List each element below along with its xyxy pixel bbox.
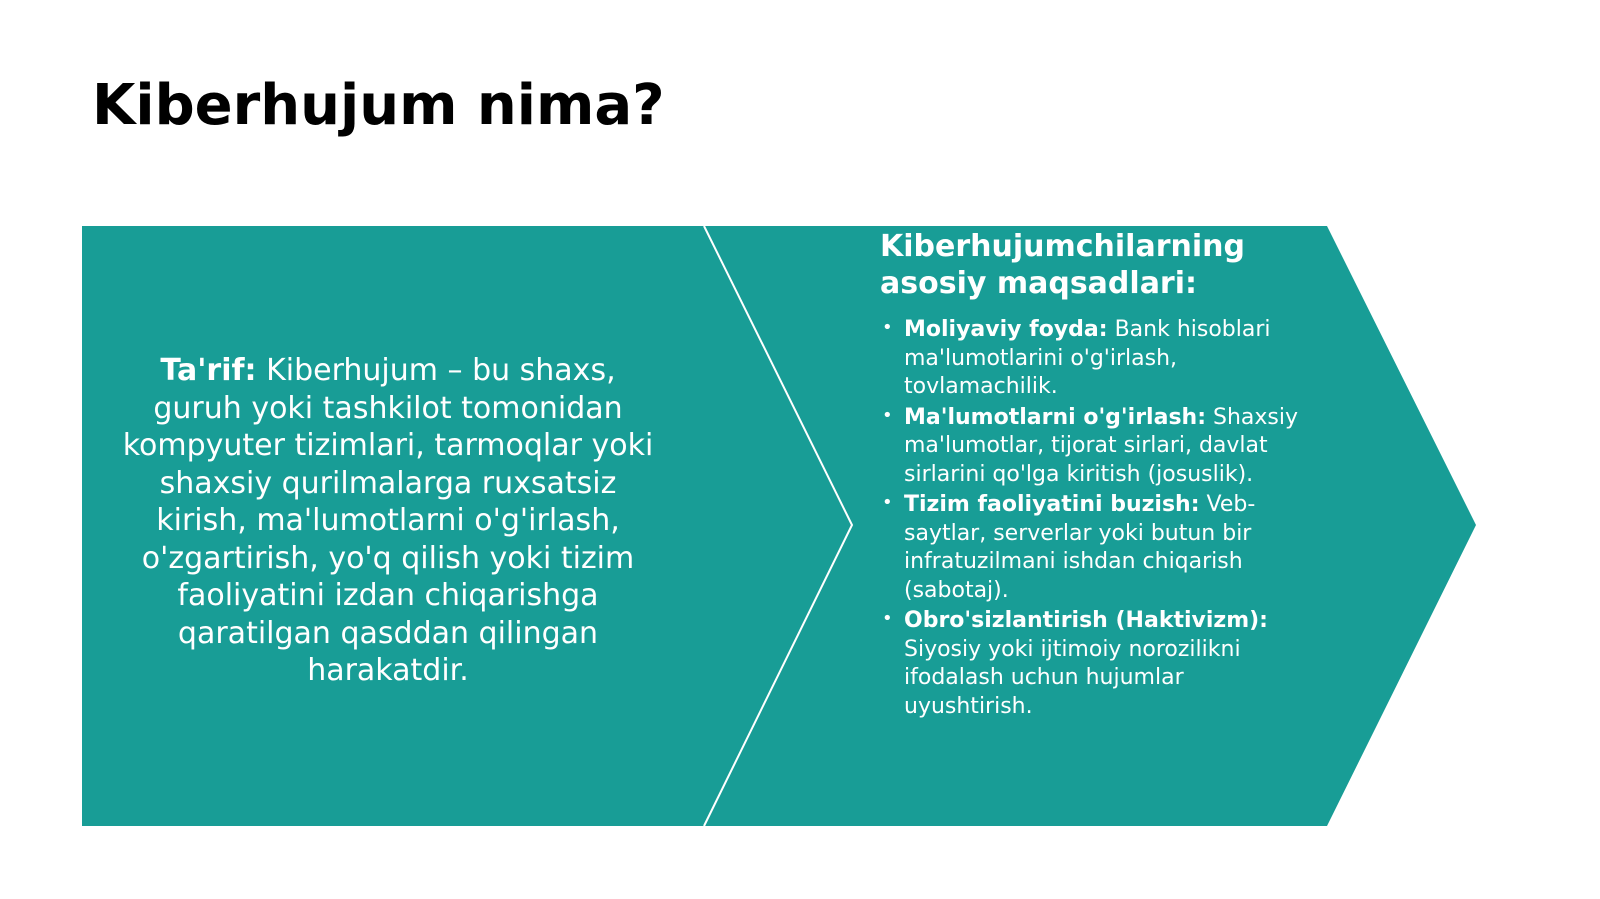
goals-heading: Kiberhujumchilarning asosiy maqsadlari:: [880, 229, 1245, 301]
goal-term: Ma'lumotlarni o'g'irlash:: [904, 404, 1206, 430]
goals-list: [880, 316, 1300, 721]
goal-term: Obro'sizlantirish (Haktivizm):: [904, 608, 1268, 633]
goal-term: Moliyaviy foyda:: [904, 317, 1108, 342]
bullet-icon: •: [882, 404, 893, 426]
goal-term: Tizim faoliyatini buzish:: [904, 492, 1200, 517]
goal-item-sabotage: [880, 491, 1300, 605]
bullet-icon: •: [882, 608, 893, 629]
slide-title: Kiberhujum nima?: [92, 73, 665, 138]
definition-term: Ta'rif:: [160, 353, 257, 388]
goal-text: Shaxsiy ma'lumotlar, tijorat sirlari, davlat sirlarini qo'lga kiritish (josuslik).: [904, 404, 1299, 487]
definition-body: Kiberhujum – bu shaxs, guruh yoki tashkilot tomonidan kompyuter tizimlari, tarmoqlar yoki shaxsiy qurilmalarga ruxsatsiz kirish, ma'lumotlarni o'g'irlash, o'zgartirish, yo'q qilish yoki tizim faoliyatini izdan chiqarishga qaratilgan qasddan qilingan harakatdir.: [122, 353, 654, 688]
goal-text: Veb-saytlar, serverlar yoki butun bir infratuzilmani ishdan chiqarish (sabotaj).: [904, 492, 1256, 603]
goal-text: Bank hisoblari ma'lumotlarini o'g'irlash, tovlamachilik.: [904, 317, 1271, 399]
goal-text: Siyosiy yoki ijtimoiy norozilikni ifodalash uchun hujumlar uyushtirish.: [904, 636, 1241, 719]
goal-item-financial: [880, 316, 1300, 402]
goal-item-data-theft: [880, 404, 1300, 490]
goals-section: [880, 228, 1300, 723]
goal-item-hacktivism: [880, 607, 1300, 721]
bullet-icon: •: [882, 317, 893, 338]
definition-text: [118, 352, 658, 690]
bullet-icon: •: [882, 492, 893, 513]
